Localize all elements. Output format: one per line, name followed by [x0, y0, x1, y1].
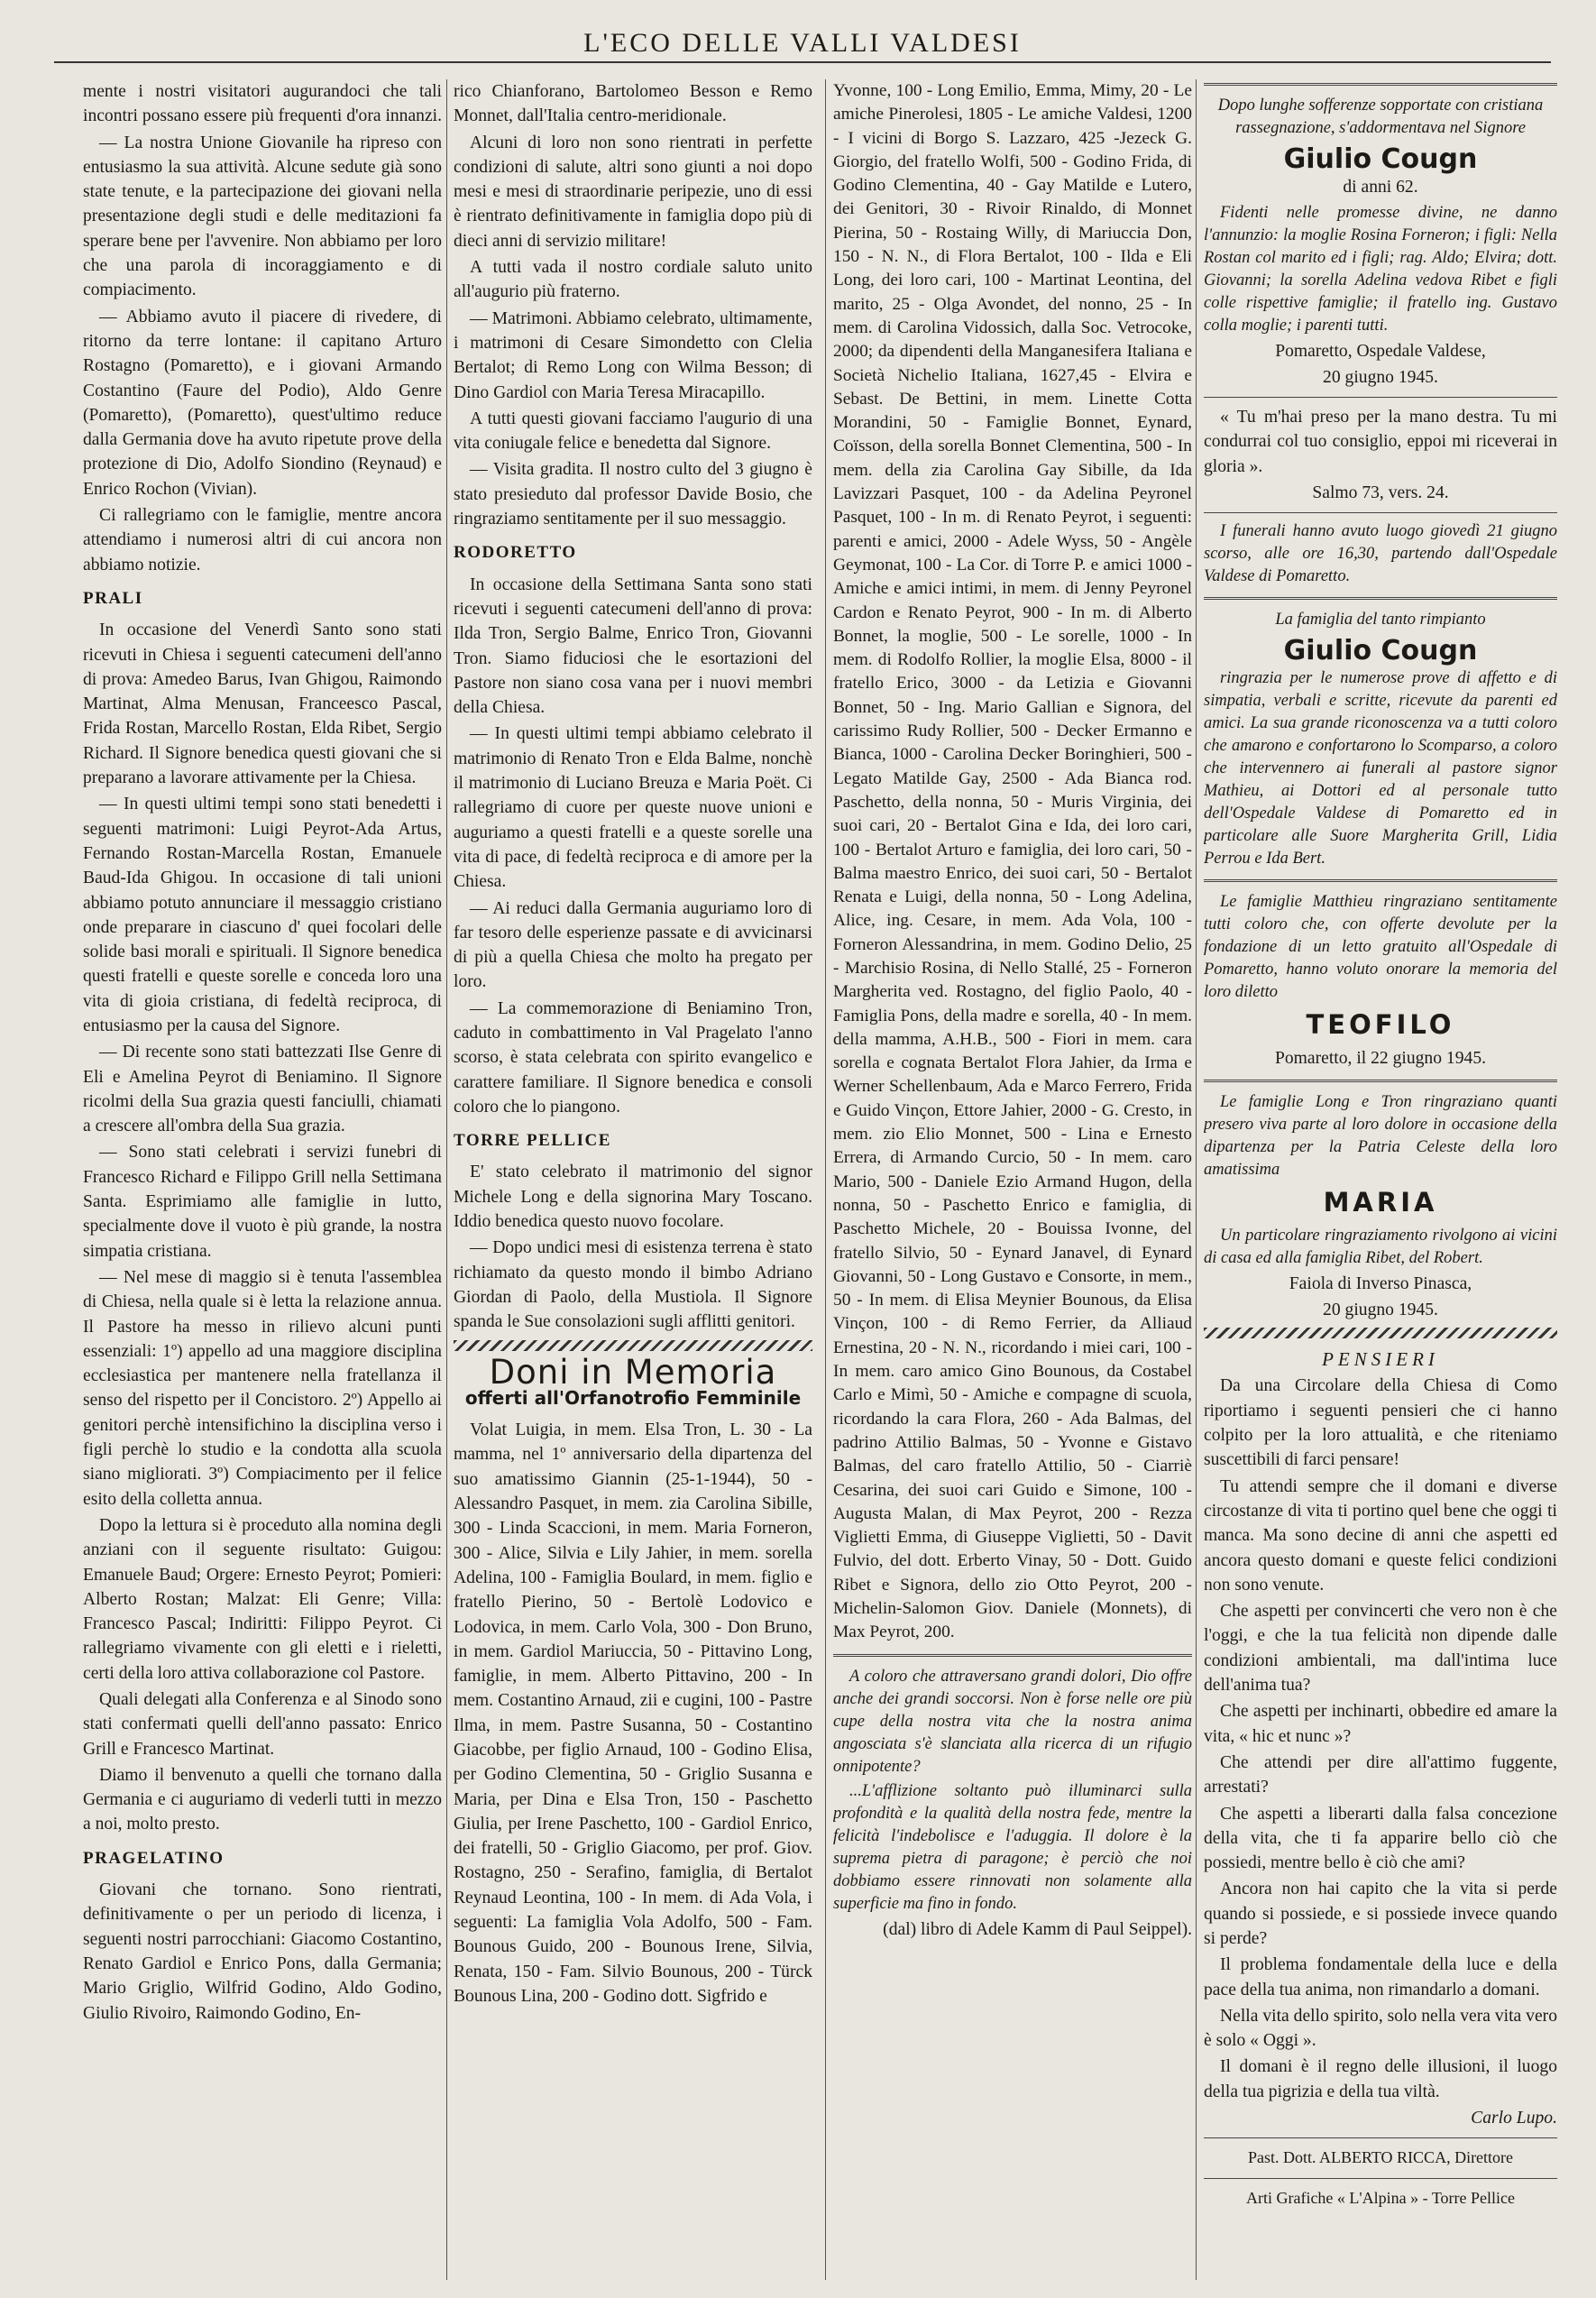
paragraph: E' stato celebrato il matrimonio del signor Michele Long e della signorina Mary Toscano. Iddio benedica questo nuovo focolare.: [454, 1163, 812, 1232]
thanks-text: Le famiglie Matthieu ringraziano sentitamente tutti coloro che, con offerte devolute per la fondazione di un letto gratuito all'Ospedale di Pomaretto, hanno voluto onorare la memoria del loro diletto: [1204, 892, 1557, 1001]
column-4: [1204, 79, 1557, 2280]
pensieri-title: PENSIERI: [1322, 1348, 1439, 1371]
section-heading-pragelatino: PRAGELATINO: [83, 1848, 225, 1868]
divider: [1204, 397, 1557, 398]
paragraph: — La commemorazione di Beniamino Tron, caduto in combattimento in Val Pragelato l'anno scorso, è stata celebrata con spirito evangelico e carattere familiare. Il Signore benedica e consoli coloro che lo piangono.: [454, 998, 812, 1117]
paragraph: Giovani che tornano. Sono rientrati, definitivamente o per un periodo di licenza, i seguenti nostri parrocchiani: Giacomo Costantino, Renato Gardiol e Enrico Pons, dalla Germania; Mario Griglio, Wilfrid Godino, Aldo Godino, Giulio Rivoiro, Raimondo Godino, En-: [83, 1880, 442, 2023]
section-heading-prali: PRALI: [83, 588, 143, 608]
thanks-name: Giulio Cougn: [1283, 635, 1478, 667]
paragraph: — Di recente sono stati battezzati Ilse Genre di Eli e Amelina Peyrot di Beniamino. Il Signore ricolmi della Sua grazia questi fanciulli, chiamati a crescere all'ombra della Sua grazia.: [83, 1043, 442, 1136]
paragraph: — Matrimoni. Abbiamo celebrato, ultimamente, i matrimoni di Cesare Simondetto con Clelia Bertalot; di Remo Long con Wilma Besson; di Dino Gardiol con Maria Teresa Miracapillo.: [454, 308, 812, 402]
paragraph: Diamo il benvenuto a quelli che tornano dalla Germania e ci auguriamo di vederli tutti in mezzo a noi, molto presto.: [83, 1765, 442, 1834]
paragraph: Che attendi per dire all'attimo fuggente, arrestati?: [1204, 1752, 1557, 1797]
paragraph: mente i nostri visitatori augurandoci che tali incontri possano essere più frequenti d'ora innanzi.: [83, 82, 442, 126]
masthead: L'ECO DELLE VALLI VALDESI: [54, 25, 1551, 63]
paragraph: — In questi ultimi tempi sono stati benedetti i seguenti matrimoni: Luigi Peyrot-Ada Artus, Fernando Rostan-Marcella Rostan, Emanuele Baud-Ida Ghigou. In occasione di tali unioni abbiamo potuto annunciare il messaggio cristiano onde preparare in ciascuno d' quei focolari delle solide basi morali e spirituali. Il Signore benedica questi fratelli e queste sorelle e conceda loro una vita di gioia cristiana, di fedeltà reciproca, di entusiasmo per la causa del Signore.: [83, 795, 442, 1035]
column-1: [83, 79, 442, 2280]
paragraph: — La nostra Unione Giovanile ha ripreso con entusiasmo la sua attività. Alcune sedute già sono state tenute, e la partecipazione dei giovani nella presentazione degli studi e delle meditazioni fa sperare bene per l'avvenire. Non abbiamo per loro che una parola di incoraggiamento e di compiacimento.: [83, 133, 442, 300]
divider: [1204, 597, 1557, 600]
quote: ...L'afflizione soltanto può illuminarci sulla profondità e la qualità della nostra fede, mentre la felicità l'indebolisce e l'aduggia. Il dolore è la suprema pietra di paragone; è perciò che noi dobbiamo essere rinnovati non solamente alla superficie ma fino in fondo.: [833, 1781, 1192, 1913]
paragraph: — Nel mese di maggio si è tenuta l'assemblea di Chiesa, nella quale si è letta la relazione annua. Il Pastore ha messo in rilievo alcuni punti essenziali: 1º) appello ad una maggiore disciplina ecclesiastica per mantenere nella fratellanza il senso del rispetto per il Concistoro. 2º) Appello ai genitori perchè intensifichino la disciplina verso i figli perchè lo studio e la condotta alla scuola siano migliorati. 3º) Compiacimento per il felice esito della colletta annua.: [83, 1267, 442, 1509]
thanks-date: Pomaretto, il 22 giugno 1945.: [1274, 1048, 1487, 1068]
quote-source: (dal) libro di Adele Kamm di Paul Seippel).: [883, 1919, 1192, 1939]
paragraph: Volat Luigia, in mem. Elsa Tron, L. 30 - La mamma, nel 1º anniversario della dipartenza del suo amatissimo Giannin (25-1-1944), 50 - Alessandro Pasquet, in mem. zia Carolina Sibille, 300 - Linda Scaccioni, in mem. Maria Forneron, 300 - Alice, Silvia e Lily Jahier, in mem. sorella Adelina, 100 - Famiglia Boulard, in mem. figlio e fratello Pierino, 50 - Bertolè Lodovico e Lodovica, in mem. Carlo Vola, 300 - Don Bruno, in mem. Gardiol Mariuccia, 50 - Pittavino Long, famiglie, in mem. Alberto Pittavino, 200 - In mem. Costantino Arnaud, zii e cugini, 100 - Pastre Ilma, in mem. Pastre Susanna, 50 - Costantino Giacobbe, per figlio Arnaud, 100 - Godino Elisa, per Godino Clementina, 50 - Griglio Susanna e Maria, per Dina e Elsa Tron, 150 - Paschetto Giulia, per Irene Paschetto, 100 - Gardiol Enrico, dei fratelli, 50 - Griglio Giacomo, per prof. Giov. Rostagno, 250 - Serafino, famiglia, di Bertalot Reynaud Leontina, 100 - In mem. di Ada Vola, i seguenti: La famiglia Vola Adolfo, 500 - Fam. Bounous Guido, 200 - Bounous Irene, Silvia, Renata, 150 - Fam. Silvio Bounous, 200 - Türck Bounous Lina, 200 - Godino dott. Sigfrido e: [454, 1420, 812, 2006]
director-line: Past. Dott. ALBERTO RICCA, Direttore: [1247, 2148, 1514, 2167]
section-heading-torre-pellice: TORRE PELLICE: [454, 1131, 611, 1151]
divider: [1204, 1080, 1557, 1082]
paragraph: Alcuni di loro non sono rientrati in perfette condizioni di salute, altri sono giunti a noi dopo mesi e mesi di straordinarie peripezie, uno di essi è rientrato definitivamente in famiglia dopo più di dieci anni di servizio militare!: [454, 133, 812, 251]
divider: [1204, 879, 1557, 882]
paragraph: — Dopo undici mesi di esistenza terrena è stato richiamato da questo mondo il bimbo Adriano Giordan di Paolo, della Mustiola. Il Signore spanda le Sue consolazioni sugli afflitti genitori.: [454, 1238, 812, 1332]
thanks-name: TEOFILO: [1306, 1008, 1455, 1040]
decorative-border: [1204, 1328, 1557, 1338]
column-rule: [1196, 79, 1197, 2280]
paragraph: Dopo la lettura si è proceduto alla nomina degli anziani con il seguente risultato: Guigou: Emanuele Baud; Orgere: Ernesto Peyrot; Pomieri: Alberto Rostan; Malzat: Eli Genre; Villa: Francesco Pascal; Indiritti: Filippo Peyrot. Ci rallegriamo vivamente con gli eletti e i rieletti, certi della loro attiva collaborazione col Pastore.: [83, 1515, 442, 1683]
paragraph: Che aspetti per convincerti che vero non è che l'oggi, e che la tua felicità non dipende dalle condizioni ambientali, ma dall'intima luce dell'anima tua?: [1204, 1602, 1557, 1696]
paragraph: Che aspetti per inchinarti, obbedire ed amare la vita, « hic et nunc »?: [1204, 1702, 1557, 1746]
paragraph: In occasione della Settimana Santa sono stati ricevuti i seguenti catecumeni dell'anno di prova: Ilda Tron, Sergio Balme, Enrico Tron, Giovanni Tron. Siamo fiduciosi che le esortazioni del Pastore non siano cosa vana per i nuovi membri della Chiesa.: [454, 574, 812, 718]
obituary-name: Giulio Cougn: [1283, 143, 1478, 175]
paragraph: Il domani è il regno delle illusioni, il luogo della tua pigrizia e della tua viltà.: [1204, 2057, 1557, 2101]
obituary-intro: Dopo lunghe sofferenze sopportate con cristiana rassegnazione, s'addormentava nel Signore: [1217, 97, 1544, 137]
donations-list: Yvonne, 100 - Long Emilio, Emma, Mimy, 20 - Le amiche Pinerolesi, 1805 - Le amiche Valdesi, 1200 - I vicini di Borgo S. Lazzaro, 425 -Jezeck G. Giorgio, del fratello Wolfi, 500 - Godino Frida, di Godino Clementina, 40 - Gay Matilde e Lutero, dei Genitori, 30 - Rivoir Rinaldo, di Monnet Pierina, 50 - Rostaing Willy, di Mariuccia Don, 150 - N. N., di Flora Bertalot, 100 - Ilda e Eli Long, dei loro cari, 100 - Martinat Leontina, del marito, 25 - Olga Avondet, del nonno, 25 - In mem. di Carolina Vidossich, dalla Soc. Vetrocoke, 2000; da dipendenti della Manganesifera Italiana e Società Nichelio Italiana, 1627,45 - Elvira e Sebast. De Bettini, in mem. Linette Cotta Morandini, 50 - Famiglie Bonnet, Eynard, Coïsson, della sorella Bonnet Clementina, 500 - In mem. della zia Carolina Gay Sibille, da Ida Lavizzari Pasquet, 100 - da Adelina Peyronel Pasquet, 100 - In m. di Renato Peyrot, i seguenti: parenti e amici, 2000 - Adele Wyss, 50 - Angèle Geymonat, 100 - La Cor. di Torre P. e amici 1000 - Amiche e amici intimi, in mem. di Jenny Peyronel Cardon e Renato Peyrot, 900 - In m. di Alberto Bonnet, la moglie, 500 - Le sorelle, 1000 - In mem. di Rodolfo Rollier, la moglie Elsa, 8000 - il fratello Erico, 3000 - da Letizia e Giovanni Bonnet, 50 - Ing. Mario Gallian e Signora, del carissimo Rudy Rollier, 500 - Decker Ermanno e Bianca, 1000 - Carolina Decker Boringhieri, 500 - Legato Matilde Gay, 2500 - Ada Bianca rod. Paschetto, della nonna, 50 - Muris Virginia, dei suoi cari, 20 - Bertalot Gina e Ida, dei loro cari, 100 - Bertalot Arturo e famiglia, dei loro cari, 50 - Balma maestro Enrico, dei suoi cari, 50 - Bertalot Renata e Luigi, della nonna, 50 - Long Adelina, Alice, ing. Cesare, in mem. Ada Vola, 100 - Forneron Alessandrina, in mem. Godino Delio, 25 - Marchisio Rosina, di Nello Stallé, 25 - Forneron Margherita ved. Rostagno, del figlio Paolo, 40 - Famiglia Pons, della madre e sorella, 40 - In mem. della mamma, A.H.B., 500 - Fiori in mem. cara sorella e cognata Bertalot Flora Jahier, da Irma e Werner Schellenbaum, Ada e Marco Ferrero, Frida e Guido Vinçon, Ettore Jahier, 2000 - G. Cresto, in mem. zio Elio Monnet, 500 - Lina e Ernesto Errera, di Armando Curcio, 50 - In mem. caro Mario, 500 - Daniele Ezio Armand Hugon, della nonna, 50 - Paschetto Enrico e famiglia, di Paschetto Michele, 20 - Bouissa Ivonne, del fratello Silvio, 50 - Eynard Janavel, di Eynard Giovanni, 50 - Long Gustavo e Consorte, in mem., 50 - In mem. di Elisa Meynier Bounous, da Elisa Vinçon, 100 - di Remo Ferrier, da Alliaud Ernestina, 20 - N. N., ricordando i miei cari, 100 - In mem. caro amico Gino Bounous, da Costabel Carlo e Mimì, 50 - Amiche e compagne di scuola, ricordando la cara Flora, 260 - Ada Balmas, del padrino Attilio Balmas, 50 - Yvonne e Gistavo Balmas, del caro fratello Attilio, 50 - Ciarriè Cesarina, dei suoi cari Guido e Simone, 100 - Augusta Malan, di Max Peyrot, 200 - Rezza Viglietti Emma, di Giuseppe Viglietti, 50 - Davit Fulvio, del dott. Erberto Vinay, 50 - Dott. Guido Ribet e Signora, dello zio Otto Peyrot, 200 - Michelin-Salomon Giov. Daniele (Monnets), di Max Peyrot, 200.: [833, 81, 1192, 1642]
thanks-intro: La famiglia del tanto rimpianto: [1275, 611, 1486, 630]
paragraph: In occasione del Venerdì Santo sono stati ricevuti in Chiesa i seguenti catecumeni dell'anno di prova: Amedeo Barus, Ivan Ghigou, Raimondo Martinat, Alma Menusan, Franceesco Pascal, Frida Rostan, Marcello Rostan, Elda Ribet, Sergio Richard. Il Signore benedica questi giovani che si preparano a lavorare attivamente per la Chiesa.: [83, 620, 442, 788]
paragraph: Da una Circolare della Chiesa di Como riportiamo i seguenti pensieri che ci hanno colpito per la loro attualità, e che riteniamo suscettibili di farci pensare!: [1204, 1376, 1557, 1470]
bible-reference: Salmo 73, vers. 24.: [1312, 483, 1449, 503]
paragraph: — Sono stati celebrati i servizi funebri di Francesco Richard e Filippo Grill nella Settimana Santa. Esprimiamo alle famiglie in lutto, specialmente dove il vuoto è più grande, la nostra simpatia cristiana.: [83, 1143, 442, 1261]
paragraph: — Ai reduci dalla Germania auguriamo loro di far tesoro delle esperienze passate e di avvicinarsi di più a quella Chiesa che molto ha pregato per loro.: [454, 898, 812, 992]
column-3: [833, 79, 1192, 2280]
thanks-text: Un particolare ringraziamento rivolgono ai vicini di casa ed alla famiglia Ribet, del Robert.: [1204, 1226, 1557, 1267]
paragraph: Ci rallegriamo con le famiglie, mentre ancora attendiamo i numerosi altri di cui ancora non abbiamo notizie.: [83, 506, 442, 574]
column-2: [454, 79, 812, 2280]
paragraph: Il problema fondamentale della luce e della pace della tua anima, non rimandarlo a domani.: [1204, 1955, 1557, 1999]
paragraph: A tutti questi giovani facciamo l'augurio di una vita coniugale felice e benedetta dal Signore.: [454, 409, 812, 454]
paragraph: Tu attendi sempre che il domani e diverse circostanze di vita ti portino quel bene che oggi ti manca. Ma sono decine di anni che aspetti ed ancora questo domani e queste felici condizioni non sono venute.: [1204, 1476, 1557, 1595]
paragraph: A tutti vada il nostro cordiale saluto unito all'augurio più fraterno.: [454, 258, 812, 302]
paragraph: — In questi ultimi tempi abbiamo celebrato il matrimonio di Renato Tron e Elda Balme, nonchè il matrimonio di Luciano Breuza e Maria Poët. Ci rallegriamo di cuore per queste nuove unioni e auguriamo a questi fratelli e a queste sorelle una vita di pace, di fedeltà reciproca e di amore per la Chiesa.: [454, 724, 812, 892]
funeral-notice: I funerali hanno avuto luogo giovedì 21 giugno scorso, alle ore 16,30, partendo dall'Ospedale Valdese di Pomaretto.: [1204, 522, 1557, 586]
bible-verse: « Tu m'hai preso per la mano destra. Tu mi condurrai col tuo consiglio, eppoi mi riceverai in gloria ».: [1204, 408, 1557, 476]
obituary-date: 20 giugno 1945.: [1323, 367, 1438, 387]
doni-subtitle: offerti all'Orfanotrofio Femminile: [464, 1386, 802, 1409]
paragraph: — Abbiamo avuto il piacere di rivedere, di ritorno da terre lontane: il capitano Arturo Rostagno (Pomaretto), e i giovani Armando Costantino (Faure del Podio), Aldo Genre (Pomaretto), (Pomaretto), quest'ultimo reduce dalla Germania dove ha avuto ripetute prove della protezione di Dio, Adolfo Siondino (Reynaud) e Enrico Rochon (Vivian).: [83, 307, 442, 499]
divider: [1204, 512, 1557, 513]
paragraph: Ancora non hai capito che la vita si perde quando si possiede, e si possiede invece quando si perde?: [1204, 1880, 1557, 1948]
thanks-text: ringrazia per le numerose prove di affetto e di simpatia, verbali e scritte, ricevute da parenti ed amici. La sua grande riconoscenza va a tutti coloro che amarono e confortarono lo Scomparso, a coloro che intervennero ai funerali al pastore signor Mathieu, ai Dottori ed al personale tutto dell'Ospedale Valdese di Pomaretto ed in particolare alle Suore Margherita Grill, Lidia Perrou e Ida Bert.: [1204, 668, 1557, 868]
obituary-age: di anni 62.: [1343, 178, 1418, 198]
thanks-place: Faiola di Inverso Pinasca,: [1289, 1273, 1472, 1293]
obituary-place: Pomaretto, Ospedale Valdese,: [1275, 341, 1486, 361]
thanks-text: Le famiglie Long e Tron ringraziano quanti presero viva parte al loro dolore in occasione della dipartenza per la Patria Celeste della loro amatissima: [1204, 1093, 1557, 1180]
thanks-date: 20 giugno 1945.: [1323, 1300, 1438, 1319]
paragraph: Che aspetti a liberarti dalla falsa concezione della vita, che ti fa apparire bello ciò che possiedi, mentre bello è ciò che ami?: [1204, 1804, 1557, 1873]
paragraph: rico Chianforano, Bartolomeo Besson e Remo Monnet, dall'Italia centro-meridionale.: [454, 82, 812, 126]
paragraph: Quali delegati alla Conferenza e al Sinodo sono stati confermati quelli dell'anno passato: Enrico Grill e Francesco Martinat.: [83, 1690, 442, 1759]
divider: [833, 1654, 1192, 1657]
divider: [1204, 83, 1557, 86]
paragraph: — Visita gradita. Il nostro culto del 3 giugno è stato presieduto dal professor Davide Bosio, che ringraziamo sentitamente per il suo messaggio.: [454, 460, 812, 529]
paragraph: Nella vita dello spirito, solo nella vera vita vero è solo « Oggi ».: [1204, 2006, 1557, 2051]
decorative-border: [454, 1340, 812, 1351]
signature: Carlo Lupo.: [1471, 2109, 1557, 2128]
quote: A coloro che attraversano grandi dolori, Dio offre anche dei grandi soccorsi. Non è forse nelle ore più cupe della nostra vita che la nostra anima angosciata s'è slanciata alla ricerca di un rifugio onnipotente?: [833, 1667, 1192, 1776]
printer-line: Arti Grafiche « L'Alpina » - Torre Pellice: [1245, 2188, 1516, 2207]
section-heading-rodoretto: RODORETTO: [454, 543, 577, 563]
obituary-text: Fidenti nelle promesse divine, ne danno l'annunzio: la moglie Rosina Forneron; i figli: Nella Rostan col marito ed i figli; rag. Aldo; Elvira; dott. Giovanni; la sorella Adelina vedova Ribet e figli colle rispettive famiglie; il fratello ing. Gustavo colla moglie; i parenti tutti.: [1204, 203, 1557, 335]
divider: [1204, 2137, 1557, 2138]
thanks-name: MARIA: [1323, 1187, 1438, 1218]
column-rule: [446, 79, 447, 2280]
doni-title: Doni in Memoria: [489, 1352, 777, 1392]
divider: [1204, 2178, 1557, 2179]
column-rule: [825, 79, 826, 2280]
